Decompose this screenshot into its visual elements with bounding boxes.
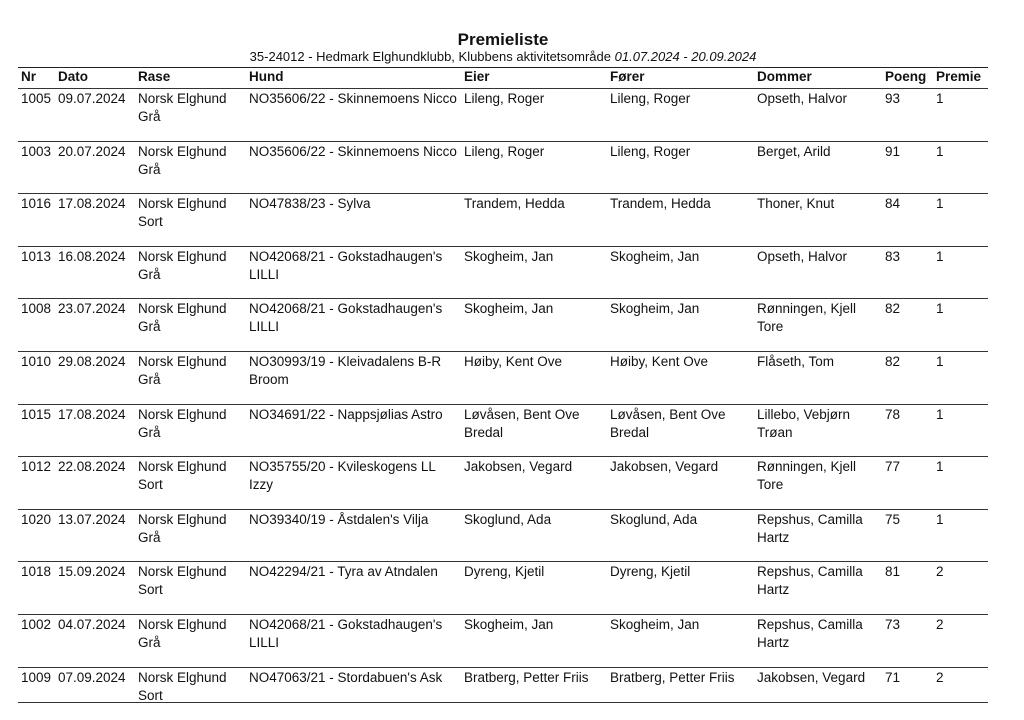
cell-dommer: Thoner, Knut: [757, 196, 835, 212]
cell-hund: NO47063/21 - Stordabuen's Ask: [249, 669, 443, 685]
cell-dommer: Berget, Arild: [757, 143, 831, 159]
cell-premie: 2: [936, 617, 944, 632]
cell-dato: 09.07.2024: [58, 91, 126, 106]
cell-eier: Bratberg, Petter Friis: [464, 669, 589, 685]
cell-dommer: Lillebo, Vebjørn Trøan: [757, 406, 851, 440]
cell-hund: NO30993/19 - Kleivadalens B-R Broom: [249, 354, 442, 387]
cell-premie: 1: [936, 406, 944, 422]
cell-eier: Dyreng, Kjetil: [464, 564, 545, 580]
cell-poeng: 83: [885, 248, 901, 264]
cell-rase: Norsk Elghund Grå: [138, 91, 227, 124]
cell-nr: 1003: [21, 143, 52, 159]
cell-premie: 1: [936, 143, 944, 159]
cell-poeng: 82: [885, 354, 901, 369]
cell-forer: Skogheim, Jan: [610, 617, 700, 632]
header-hund: Hund: [249, 69, 284, 84]
cell-rase: Norsk Elghund Grå: [138, 143, 227, 177]
cell-rase: Norsk Elghund Grå: [138, 406, 227, 440]
cell-poeng: 93: [885, 91, 901, 106]
cell-dato: 22.08.2024: [58, 459, 126, 475]
cell-forer: Dyreng, Kjetil: [610, 564, 691, 580]
table-header: [18, 67, 988, 89]
cell-poeng: 73: [885, 617, 901, 632]
header-poeng: Poeng: [885, 69, 927, 84]
cell-dato: 13.07.2024: [58, 511, 126, 527]
table-row: [18, 141, 988, 194]
cell-hund: NO42068/21 - Gokstadhaugen's LILLI: [249, 617, 443, 650]
cell-premie: 1: [936, 91, 944, 106]
cell-rase: Norsk Elghund Sort: [138, 196, 227, 230]
cell-eier: Høiby, Kent Ove: [464, 354, 563, 369]
cell-rase: Norsk Elghund Grå: [138, 248, 227, 282]
cell-dommer: Repshus, Camilla Hartz: [757, 511, 863, 545]
cell-forer: Jakobsen, Vegard: [610, 459, 719, 475]
cell-eier: Skoglund, Ada: [464, 511, 552, 527]
cell-poeng: 71: [885, 669, 901, 685]
cell-premie: 2: [936, 669, 944, 685]
page-title: Premieliste: [457, 30, 549, 49]
cell-eier: Løvåsen, Bent Ove Bredal: [464, 406, 580, 440]
subtitle-date-range: 01.07.2024 - 20.09.2024: [614, 49, 757, 64]
table-row: [18, 561, 988, 614]
cell-forer: Lileng, Roger: [610, 143, 691, 159]
cell-eier: Trandem, Hedda: [464, 196, 565, 212]
table-bottom-rule: [18, 702, 988, 703]
cell-eier: Lileng, Roger: [464, 143, 545, 159]
cell-dommer: Opseth, Halvor: [757, 91, 848, 106]
header-premie: Premie: [936, 69, 982, 84]
cell-hund: NO47838/23 - Sylva: [249, 196, 371, 212]
table-row: [18, 456, 988, 509]
cell-hund: NO42068/21 - Gokstadhaugen's LILLI: [249, 301, 443, 335]
cell-hund: NO39340/19 - Åstdalen's Vilja: [249, 511, 429, 527]
cell-forer: Skoglund, Ada: [610, 511, 698, 527]
cell-poeng: 81: [885, 564, 901, 580]
cell-dommer: Repshus, Camilla Hartz: [757, 617, 863, 650]
cell-dommer: Flåseth, Tom: [757, 354, 835, 369]
cell-hund: NO42294/21 - Tyra av Atndalen: [249, 564, 438, 580]
cell-forer: Trandem, Hedda: [610, 196, 711, 212]
cell-premie: 1: [936, 354, 944, 369]
table-row: [18, 351, 988, 404]
cell-dommer: Rønningen, Kjell Tore: [757, 459, 857, 493]
header-eier: Eier: [464, 69, 490, 84]
cell-hund: NO34691/22 - Nappsjølias Astro: [249, 406, 443, 422]
cell-rase: Norsk Elghund Sort: [138, 564, 227, 598]
cell-forer: Løvåsen, Bent Ove Bredal: [610, 406, 726, 440]
cell-rase: Norsk Elghund Sort: [138, 459, 227, 493]
cell-poeng: 82: [885, 301, 901, 317]
cell-nr: 1002: [21, 617, 52, 632]
cell-nr: 1015: [21, 406, 52, 422]
cell-rase: Norsk Elghund Sort: [138, 669, 227, 703]
cell-eier: Lileng, Roger: [464, 91, 545, 106]
header-nr: Nr: [21, 69, 37, 84]
cell-dato: 07.09.2024: [58, 669, 126, 685]
cell-premie: 1: [936, 459, 944, 475]
cell-dato: 16.08.2024: [58, 248, 126, 264]
cell-nr: 1008: [21, 301, 52, 317]
cell-premie: 1: [936, 301, 944, 317]
cell-rase: Norsk Elghund Grå: [138, 511, 227, 545]
cell-hund: NO35755/20 - Kvileskogens LL Izzy: [249, 459, 436, 493]
cell-dommer: Repshus, Camilla Hartz: [757, 564, 863, 598]
cell-eier: Skogheim, Jan: [464, 248, 554, 264]
cell-eier: Skogheim, Jan: [464, 617, 554, 632]
cell-hund: NO42068/21 - Gokstadhaugen's LILLI: [249, 248, 443, 282]
cell-dommer: Jakobsen, Vegard: [757, 669, 866, 685]
cell-premie: 1: [936, 248, 944, 264]
page-subtitle: [0, 49, 1006, 64]
cell-eier: Skogheim, Jan: [464, 301, 554, 317]
header-dommer: Dommer: [757, 69, 812, 84]
cell-nr: 1010: [21, 354, 52, 369]
cell-nr: 1009: [21, 669, 52, 685]
cell-rase: Norsk Elghund Grå: [138, 617, 227, 650]
cell-rase: Norsk Elghund Grå: [138, 354, 227, 387]
cell-nr: 1013: [21, 248, 52, 264]
cell-dommer: Rønningen, Kjell Tore: [757, 301, 857, 335]
cell-hund: NO35606/22 - Skinnemoens Nicco: [249, 143, 457, 159]
cell-poeng: 78: [885, 406, 901, 422]
cell-poeng: 75: [885, 511, 901, 527]
cell-rase: Norsk Elghund Grå: [138, 301, 227, 335]
cell-poeng: 77: [885, 459, 901, 475]
table-row: [18, 193, 988, 246]
cell-premie: 2: [936, 564, 944, 580]
header-forer: Fører: [610, 69, 645, 84]
cell-nr: 1005: [21, 91, 52, 106]
cell-forer: Skogheim, Jan: [610, 301, 700, 317]
table-row: [18, 404, 988, 457]
cell-forer: Lileng, Roger: [610, 91, 691, 106]
subtitle-organization: 35-24012 - Hedmark Elghundklubb, Klubbens aktivitetsområde: [249, 49, 611, 64]
cell-forer: Skogheim, Jan: [610, 248, 700, 264]
cell-dato: 23.07.2024: [58, 301, 126, 317]
cell-nr: 1020: [21, 511, 52, 527]
header-rase: Rase: [138, 69, 171, 84]
cell-premie: 1: [936, 511, 944, 527]
cell-hund: NO35606/22 - Skinnemoens Nicco: [249, 91, 457, 106]
cell-poeng: 84: [885, 196, 901, 212]
cell-eier: Jakobsen, Vegard: [464, 459, 573, 475]
cell-premie: 1: [936, 196, 944, 212]
cell-dommer: Opseth, Halvor: [757, 248, 848, 264]
table-row: [18, 298, 988, 351]
cell-dato: 17.08.2024: [58, 196, 126, 212]
table-row: [18, 509, 988, 562]
cell-poeng: 91: [885, 143, 901, 159]
cell-nr: 1018: [21, 564, 52, 580]
cell-nr: 1016: [21, 196, 52, 212]
cell-dato: 17.08.2024: [58, 406, 126, 422]
cell-dato: 04.07.2024: [58, 617, 126, 632]
cell-nr: 1012: [21, 459, 52, 475]
table-row: [18, 88, 988, 141]
cell-dato: 20.07.2024: [58, 143, 126, 159]
cell-dato: 29.08.2024: [58, 354, 126, 369]
header-dato: Dato: [58, 69, 88, 84]
cell-forer: Bratberg, Petter Friis: [610, 669, 735, 685]
cell-forer: Høiby, Kent Ove: [610, 354, 709, 369]
table-row: [18, 246, 988, 299]
cell-dato: 15.09.2024: [58, 564, 126, 580]
table-row: [18, 667, 988, 720]
table-row: [18, 614, 988, 667]
